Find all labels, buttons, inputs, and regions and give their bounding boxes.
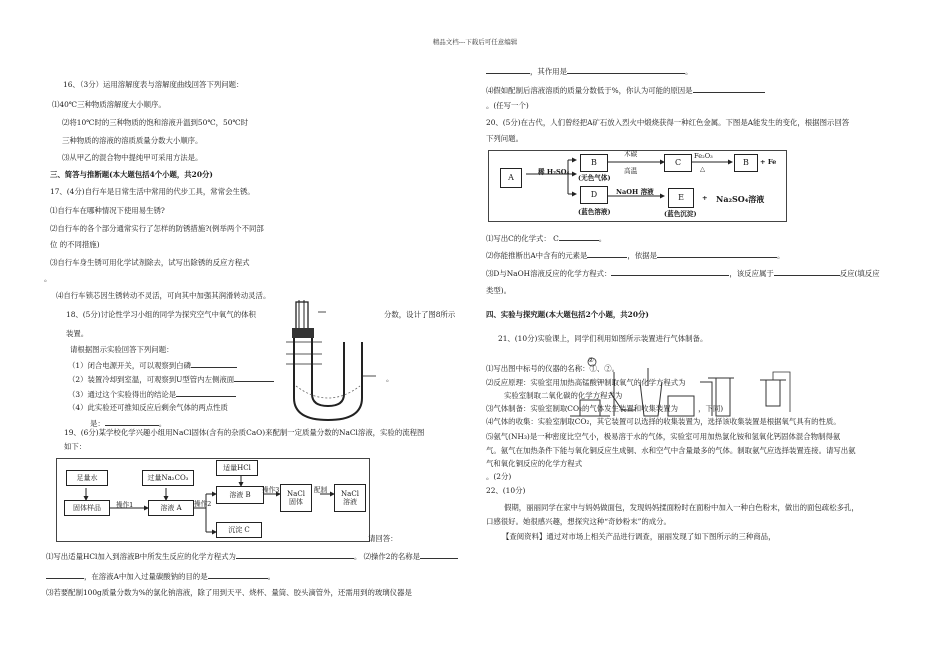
q18-prompt: 请根据图示实验回答下列问题： (70, 345, 174, 354)
section-3-heading: 三、简答与推断题(本大题包括4个小题，共20分) (50, 170, 213, 179)
q19-answer-prompt: 请回答： (368, 534, 398, 543)
flow-op2-label: 操作2 (194, 500, 212, 508)
q21-part5d: 。(2分) (486, 472, 512, 481)
apparatus-number-2: ② (588, 356, 594, 364)
node-b2: B (734, 154, 758, 172)
q17-part3: ⑶自行车身生锈可用化学试剂除去，试写出除锈的反应方程式 (50, 258, 250, 267)
q18-device: 装置。 (66, 329, 89, 338)
node-e-note: (蓝色沉淀) (664, 210, 697, 218)
q20-part3b: 类型)。 (486, 286, 512, 295)
q21-part5c: 气和氧化铜反应的化学方程式 (486, 459, 583, 468)
q21-part5b: 气。氨气在加热条件下能与氧化铜反应生成铜、水和空气中含量最多的气体。制取氨气应选择装置连接。请写出氨 (486, 446, 856, 455)
high-temp-label: 高温 (624, 167, 638, 175)
q20-part2: ⑵你能推断出A中含有的元素是 ，依据是 。 (486, 251, 785, 260)
heat-triangle-label: △ (700, 165, 706, 173)
q22-title: 22、(10分) (486, 486, 526, 495)
q21-part1: ⑴写出图中标号的仪器的名称：①、②。 (486, 364, 620, 373)
q18-title: 18、(5分)讨论性学习小组的同学为探究空气中氧气的体积 (66, 310, 256, 319)
flow-box-nacl-solution: NaCl 溶液 (334, 484, 366, 512)
q17-part2b: 位 的不同措施) (50, 240, 100, 249)
fe2o3-label: Fe₂O₃ (694, 152, 713, 160)
right-top-line: ，其作用是 。 (486, 66, 692, 76)
q17-title: 17、(4分)自行车是日常生活中常用的代步工具，常常会生锈。 (50, 187, 255, 196)
node-b: B (580, 154, 608, 172)
naoh-solution-label: NaOH 溶液 (616, 188, 654, 196)
q22-para-c: 【查阅资料】通过对市场上相关产品进行调查，丽丽发现了如下图所示的三种商品， (502, 532, 776, 541)
node-d: D (580, 186, 608, 204)
q20-part1: ⑴写出C的化学式： C 。 (486, 234, 607, 243)
q19-title: 19、(6分)某学校化学兴趣小组用NaCl固体(含有的杂质CaO)来配制一定质量分数的NaCl溶液，实验的流程图 (64, 428, 425, 437)
q19-part2: ，在溶液A中加入过量碳酸钠的目的是 。 (46, 571, 275, 581)
q21-part4: ⑷气体的收集：实验室制取CO₂，其它装置可以选择的收集装置为，选择该收集装置是根据氧气具有的性质。 (486, 417, 841, 426)
node-c: C (664, 154, 692, 172)
q16-part2: ⑵将10℃时的三种物质的饱和溶液升温到50℃，50℃时 (62, 118, 249, 127)
q17-dot: 。 (44, 274, 52, 283)
node-a: A (500, 168, 522, 188)
q18-title-right: 分数，设计了图8所示 (384, 310, 456, 319)
page-header: 精品文档---下载后可任意编辑 (432, 38, 518, 46)
q18-part4: （4）此实验还可推知反应后剩余气体的两点性质 (68, 403, 228, 412)
q17-part2: ⑵自行车的各个部分通常实行了怎样的防锈措施?(例举两个不同部 (50, 224, 264, 233)
q18-part3: （3）通过这个实验得出的结论是 (68, 389, 236, 399)
q16-part1: ⑴40℃三种物质溶解度大小顺序。 (52, 100, 166, 109)
flow-prep-label: 配制 (314, 486, 328, 494)
flow-box-nacl-solid: NaCl 固体 (280, 484, 312, 512)
q16-title: 16、（3分）运用溶解度表与溶解度曲线回答下列问题： (63, 80, 244, 89)
section-4-heading: 四、实验与探究题(本大题包括2个小题，共20分) (486, 310, 649, 319)
q20-title-b: 下列问题。 (486, 134, 523, 143)
q21-part2: ⑵反应原理：实验室用加热高锰酸钾制取氧气的化学方程式为 (486, 378, 686, 387)
q19-flow-intro: 如下： (64, 442, 87, 451)
q19-part4: ⑷假如配制后溶液溶质的质量分数低于%，你认为可能的原因是 (486, 85, 765, 95)
flow-box-solution-a: 溶液 A (148, 500, 194, 516)
plus-label: + (702, 194, 708, 202)
q20-part3: ⑶D与NaOH溶液反应的化学方程式： ，该反应属于 反应(填反应 (486, 269, 880, 278)
flow-box-water: 足量水 (66, 470, 108, 486)
flow-box-hcl: 适量HCl (216, 460, 258, 476)
q21-part5: ⑸氨气(NH₃)是一种密度比空气小，极易溶于水的气体，实验室可用加热氯化铵和氢氧化钙固体混合物制得氨 (486, 432, 841, 441)
flow-box-solid-sample: 固体样品 (64, 500, 110, 516)
q19-part3: ⑶若要配制100g质量分数为%的氯化钠溶液，除了用到天平、烧杯、量筒、胶头滴管外，还需用到的玻璃仪器是 (46, 588, 412, 597)
na2so4-label: Na₂SO₄溶液 (716, 194, 765, 204)
q22-para-b: 口感很好。她很感兴趣，想探究这种“奇妙粉末”的成分。 (486, 517, 671, 526)
q18-part2-end: 。 (386, 374, 394, 383)
flow-box-na2co3: 过量Na₂CO₃ (142, 470, 194, 486)
flow-op1-label: 操作1 (116, 501, 134, 509)
flow-op3-label: 操作3 (262, 486, 280, 494)
q18-part2: （2）装置冷却到室温，可观察到U型管内左侧液面 (68, 374, 274, 384)
q20-title: 20、(5分)在古代，人们曾经把A矿石放入烈火中煅烧获得一种红色金属。下图是A能发生的变化，根据图示回答 (486, 118, 850, 127)
lab-apparatus-figure (540, 352, 810, 424)
q21-part2b: 实验室制取二氧化碳的化学方程式为 (504, 391, 623, 400)
q19-part4b: 。(任写一个) (486, 101, 529, 110)
plus-fe-label: + Fe (760, 158, 777, 166)
u-tube-apparatus-figure (282, 298, 380, 426)
flow-box-precipitate-c: 沉淀 C (216, 522, 262, 538)
q16-part3: ⑶从甲乙的混合物中提纯甲可采用方法是。 (62, 153, 203, 162)
q17-part4: ⑷自行车锁芯因生锈转动不灵活，可向其中加强其润滑转动灵活。 (56, 291, 271, 300)
node-d-note: (蓝色溶液) (578, 208, 611, 216)
q21-title: 21、(10分)实验课上，同学们利用如图所示装置进行气体制备。 (498, 334, 708, 343)
q22-para-a: 假期，丽丽同学在家中与妈妈做面包，发现妈妈揉面粉时在面粉中加入一种白色粉末，做出的面包疏松多孔， (504, 503, 859, 512)
node-e: E (668, 188, 694, 208)
q21-part3: ⑶气体制备：实验室制取CO₂的气体发生装置和收集装置为 ，下同) (486, 404, 724, 413)
dilute-h2so4-label: 稀 H₂SO₄ (538, 168, 570, 176)
charcoal-label: 木碳 (624, 150, 638, 158)
q16-part2b: 三种物质的溶液的溶质质量分数大小顺序。 (62, 136, 203, 145)
q19-part1: ⑴写出适量HCl加入到溶液B中所发生反应的化学方程式为 。 ⑵操作2的名称是 (46, 551, 458, 561)
q18-part4b: 是： 。 (90, 419, 167, 428)
node-b-note: (无色气体) (578, 174, 611, 182)
q18-part1: （1）闭合电源开关，可以观察到白磷 (68, 360, 237, 370)
flow-box-solution-b: 溶液 B (216, 486, 264, 504)
q17-part1: ⑴自行车在哪种情况下使用易生锈? (50, 206, 165, 215)
